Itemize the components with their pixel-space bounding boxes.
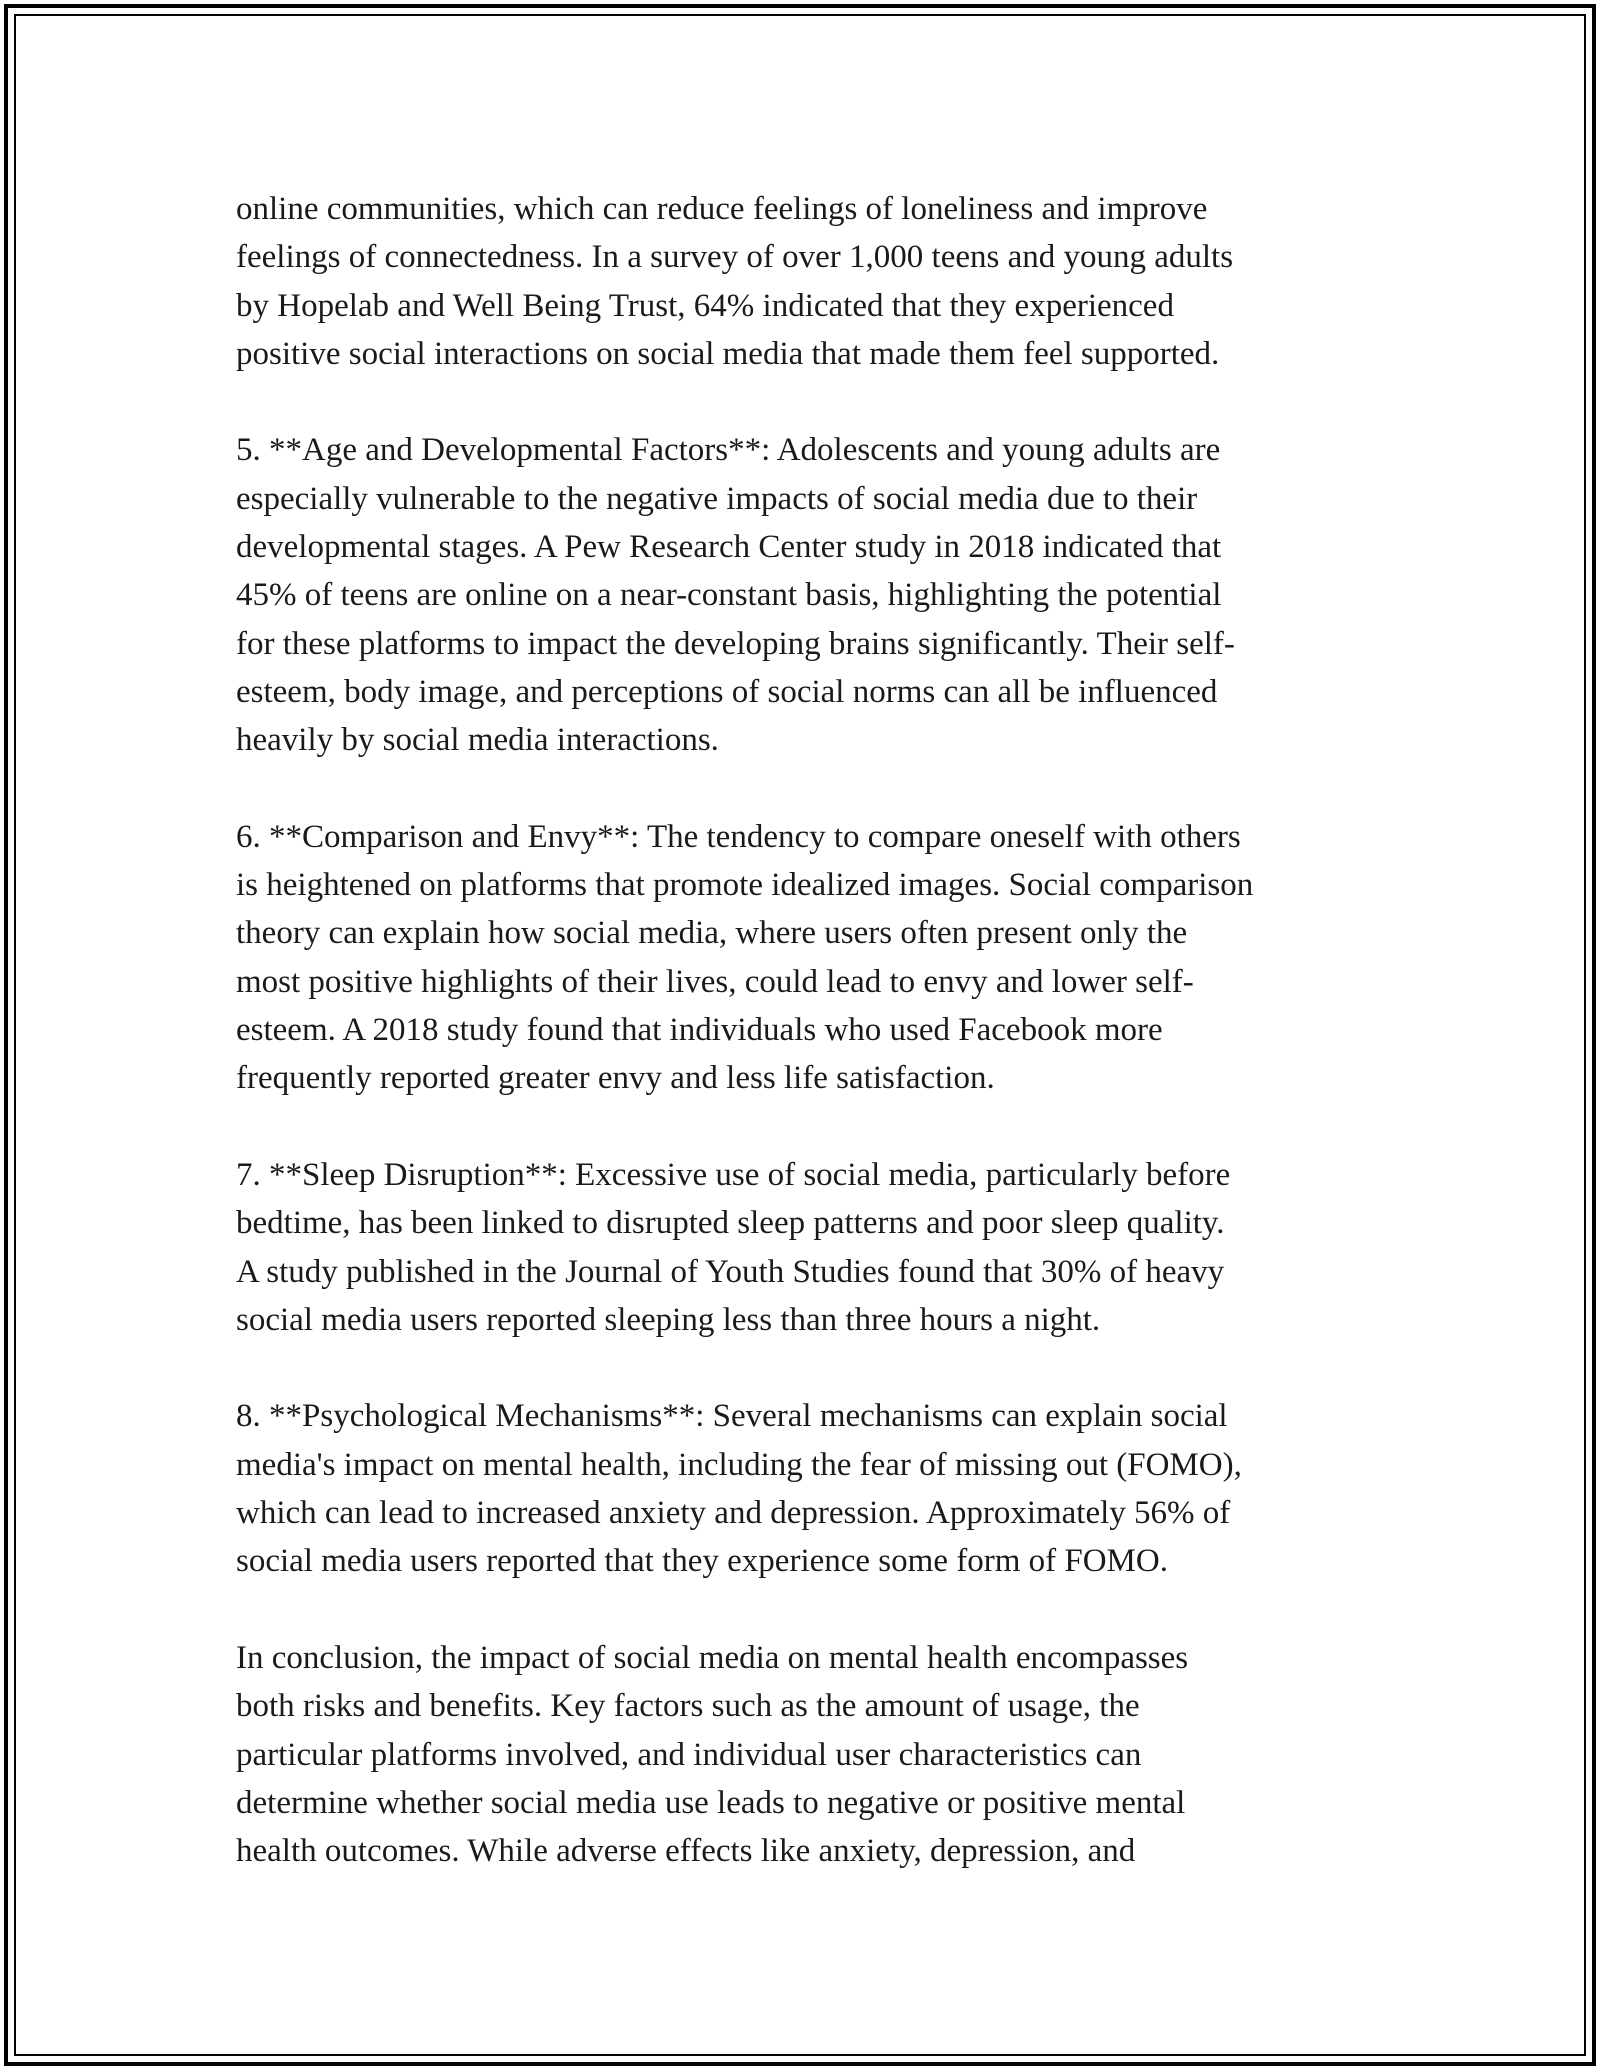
paragraph-psychological-mechanisms: 8. **Psychological Mechanisms**: Several mechanisms can explain social media's impact on mental health, including the fear of missing out (FOMO), which can lead to increased anxiety and depression. Approximately 56% of social media users reported that they experience some form of FOMO. xyxy=(236,1398,1242,1580)
paragraph-online-communities: online communities, which can reduce feelings of loneliness and improve feelings of connectedness. In a survey of over 1,000 teens and young adults by Hopelab and Well Being Trust, 64% indicated that they experienced positive social interactions on social media that made them feel supported. xyxy=(236,191,1234,372)
paragraph-age-developmental-factors: 5. **Age and Developmental Factors**: Adolescents and young adults are especially vulnerable to the negative impacts of social media due to their developmental stages. A Pew Research Center study in 2018 indicated that 45% of teens are online on a near-constant basis, highlighting the potential for these platforms to impact the developing brains significantly. Their self- esteem, body image, and perceptions of social norms can all be influenced heavily by social media interactions. xyxy=(236,432,1235,759)
paragraph-comparison-envy: 6. **Comparison and Envy**: The tendency to compare oneself with others is heightened on platforms that promote idealized images. Social comparison theory can explain how social media, where users often present only the most positive highlights of their lives, could lead to envy and lower self- esteem. A 2018 study found that individuals who used Facebook more frequently reported greater envy and less life satisfaction. xyxy=(236,818,1254,1097)
document-body xyxy=(236,185,1386,1875)
paragraph-sleep-disruption: 7. **Sleep Disruption**: Excessive use of social media, particularly before bedtime, has been linked to disrupted sleep patterns and poor sleep quality. A study published in the Journal of Youth Studies found that 30% of heavy social media users reported sleeping less than three hours a night. xyxy=(236,1156,1231,1338)
paragraph-conclusion: In conclusion, the impact of social media on mental health encompasses both risks and benefits. Key factors such as the amount of usage, the particular platforms involved, and individual user characteristics can determine whether social media use leads to negative or positive mental health outcomes. While adverse effects like anxiety, depression, and xyxy=(236,1639,1189,1870)
